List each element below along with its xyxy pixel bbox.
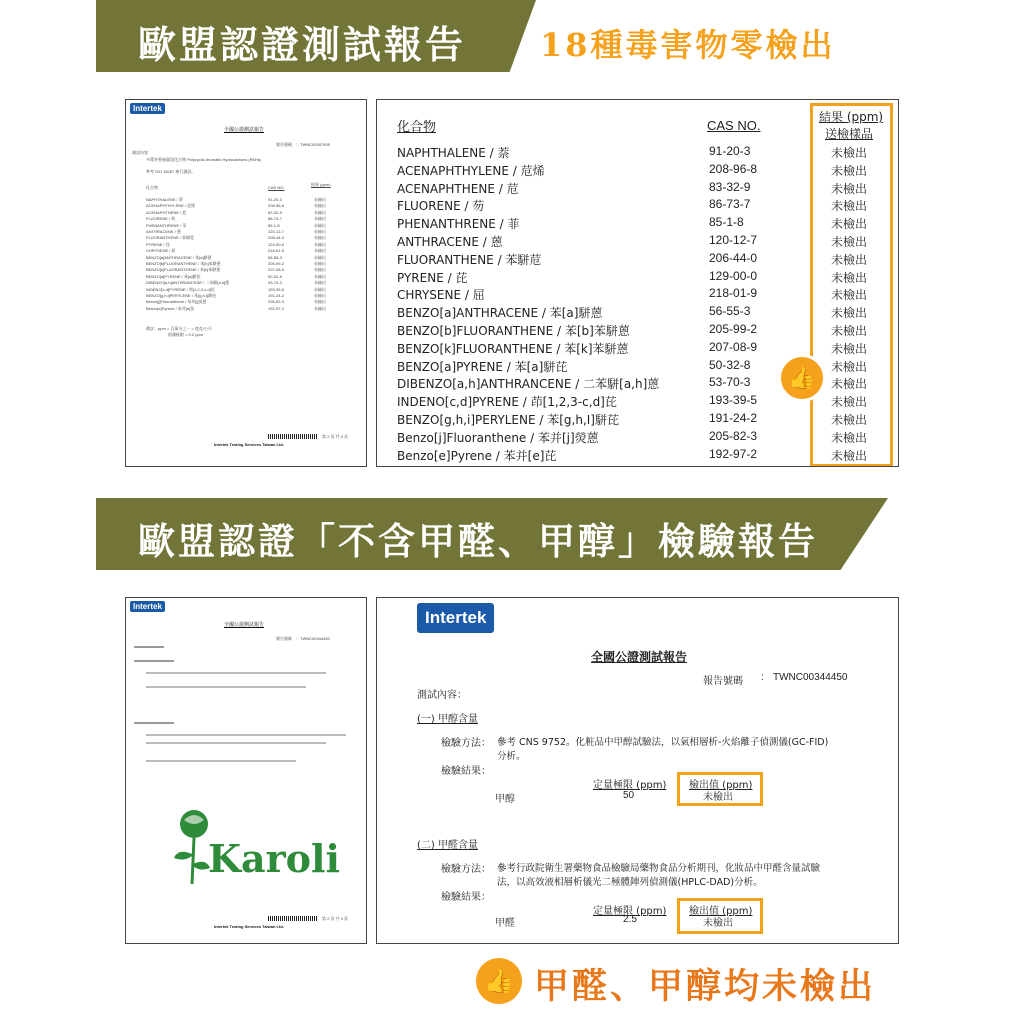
mini-compound-name: BENZO[k]FLUORANTHENE / 苯[k]苯駢蒽 — [146, 267, 221, 273]
mini-compound-name: BENZO[b]FLUORANTHENE / 苯[b]苯駢蒽 — [146, 261, 221, 266]
cas-number: 53-70-3 — [709, 375, 751, 390]
col-result: 結果 (ppm) — [311, 182, 331, 187]
compound-name: ACENAPHTHYLENE / 苊烯 — [397, 163, 545, 178]
intertek-logo: Intertek — [130, 601, 165, 612]
compound-name: BENZO[a]PYRENE / 苯[a]駢芘 — [397, 359, 568, 374]
compound-name: BENZO[k]FLUORANTHENE / 苯[k]苯駢蒽 — [397, 341, 629, 356]
mini-result-value: 未檢出 — [314, 241, 326, 247]
cas-number: 83-32-9 — [709, 179, 751, 194]
compound-name: INDENO[c,d]PYRENE / 茚[1,2,3-c,d]芘 — [397, 395, 617, 410]
mini-result-value: 未檢出 — [314, 293, 326, 298]
mini-result-value: 未檢出 — [314, 273, 326, 279]
result-value: 未檢出 — [831, 235, 868, 249]
col-compound-header: 化合物 — [397, 120, 437, 135]
doc-title: 全國公證測試報告 — [591, 650, 688, 664]
text-placeholder — [134, 722, 174, 724]
formaldehyde-col-limit: 定量極限 (ppm) — [593, 906, 667, 917]
mini-result-value: 未檢出 — [314, 267, 326, 273]
cas-number: 129-00-0 — [709, 268, 758, 283]
barcode — [268, 434, 318, 439]
report-thumbnail-formaldehyde — [125, 597, 367, 944]
doc-note: 偵測極限 = 0.2 ppm — [168, 332, 204, 337]
methanol-highlight — [677, 772, 763, 806]
compound-name: Benzo[e]Pyrene / 苯并[e]芘 — [397, 448, 557, 463]
cas-number: 191-24-2 — [709, 411, 758, 425]
col-compound: 化合物 — [146, 185, 158, 190]
cas-number: 218-01-9 — [709, 286, 758, 301]
cas-number: 192-97-2 — [709, 446, 758, 461]
compound-name: BENZO[g,h,i]PERYLENE / 苯[g,h,I]駢芘 — [397, 413, 619, 427]
mini-cas-number: 56-55-3 — [268, 254, 282, 260]
col-result-header: 結果 (ppm) — [819, 110, 884, 124]
report-number: TWNC00344450 — [773, 672, 848, 683]
formaldehyde-highlight — [677, 898, 763, 934]
mini-cas-number: 218-01-9 — [268, 248, 285, 254]
compound-name: NAPHTHALENE / 萘 — [397, 146, 510, 160]
mini-compound-name: FLUORANTHENE / 苯駢苊 — [146, 235, 195, 241]
mini-cas-number: 85-1-8 — [268, 222, 280, 228]
result-value: 未檢出 — [831, 306, 868, 321]
report-thumbnail-pah — [125, 99, 367, 467]
mini-cas-number: 53-70-3 — [268, 280, 282, 286]
mini-compound-name: DIBENZO[a,h]ANTHRANCENE / 二苯駢[a,h]蒽 — [146, 280, 230, 286]
text-placeholder — [146, 742, 326, 744]
mini-cas-number: 86-73-7 — [268, 216, 282, 222]
mini-result-value: 未檢出 — [314, 197, 326, 202]
compound-name: Benzo[j]Fluoranthene / 苯并[j]熒蒽 — [397, 430, 599, 445]
result-value: 未檢出 — [831, 377, 868, 392]
mini-cas-number: 205-82-3 — [268, 299, 285, 305]
mini-compound-name: Benzo[e]Pyrene / 苯并[e]芘 — [146, 305, 195, 311]
mini-cas-number: 50-32-8 — [268, 273, 282, 279]
formaldehyde-section-title: (二) 甲醛含量 — [417, 840, 478, 851]
result-value: 未檢出 — [831, 324, 868, 338]
result-value: 未檢出 — [831, 270, 868, 285]
cas-number: 56-55-3 — [709, 304, 751, 319]
doc-title: 全國公證測試報告 — [224, 127, 265, 133]
mini-cas-number: 193-39-5 — [268, 286, 285, 292]
methanol-section-title: (一) 甲醇含量 — [417, 714, 478, 725]
cas-number: 85-1-8 — [709, 215, 744, 230]
text-placeholder — [146, 672, 326, 674]
mini-result-value: 未檢出 — [314, 254, 326, 260]
methanol-col-limit: 定量極限 (ppm) — [593, 780, 667, 791]
formaldehyde-limit: 2.5 — [623, 914, 637, 925]
mini-result-value: 未檢出 — [314, 299, 326, 305]
mini-compound-name: ACENAPHTHYLENE / 苊烯 — [146, 203, 196, 209]
mini-cas-number: 192-97-2 — [268, 305, 285, 311]
mini-result-value: 未檢出 — [314, 229, 326, 234]
compound-name: FLUORANTHENE / 苯駢苊 — [397, 252, 542, 267]
mini-compound-name: NAPHTHALENE / 萘 — [146, 197, 183, 202]
report-sep: : — [761, 672, 764, 683]
mini-cas-number: 91-20-3 — [268, 197, 282, 202]
page-number: 第 2 頁 共 4 頁 — [322, 434, 349, 439]
doc-line: 測試內容： — [132, 150, 152, 155]
footer-conclusion: 甲醛、甲醇均未檢出 — [534, 966, 877, 1007]
compound-name: BENZO[a]ANTHRACENE / 苯[a]駢蒽 — [397, 306, 603, 321]
mini-result-value: 未檢出 — [314, 222, 326, 228]
mini-cas-number: 120-12-7 — [268, 229, 285, 234]
mini-compound-name: PYRENE / 芘 — [146, 241, 170, 247]
mini-result-value: 未檢出 — [314, 261, 326, 266]
intertek-logo: Intertek — [417, 603, 494, 633]
cas-number: 208-96-8 — [709, 161, 758, 176]
report-number: 報告號碼 ：TWNC00347905 — [276, 142, 330, 147]
section2-banner-title: 歐盟認證「不含甲醛、甲醇」檢驗報告 — [138, 519, 818, 563]
mini-result-value: 未檢出 — [314, 286, 326, 292]
compound-name: PHENANTHRENE / 菲 — [397, 217, 520, 232]
text-placeholder — [146, 760, 296, 762]
barcode — [268, 916, 318, 921]
formaldehyde-value: 未檢出 — [703, 918, 733, 929]
intertek-logo: Intertek — [130, 103, 165, 114]
doc-note: 備註：ppm = 百萬分之一 = 毫克/公斤 — [146, 326, 213, 331]
section1-subtitle: 18種毒害物零檢出 — [540, 26, 836, 64]
footer-company: Intertek Testing Services Taiwan Ltd. — [214, 924, 284, 929]
formaldehyde-result-label: 檢驗結果： — [441, 892, 491, 903]
mini-result-value: 未檢出 — [314, 235, 326, 241]
formaldehyde-method-label: 檢驗方法： — [441, 864, 491, 875]
result-value: 未檢出 — [831, 430, 868, 445]
methanol-result-label: 檢驗結果： — [441, 766, 491, 777]
cas-number: 120-12-7 — [709, 233, 758, 247]
text-placeholder — [134, 646, 164, 648]
formaldehyde-item: 甲醛 — [495, 918, 515, 929]
col-cas: CAS NO. — [268, 185, 285, 190]
mini-cas-number: 205-99-2 — [268, 261, 285, 266]
mini-cas-number: 83-32-9 — [268, 209, 282, 215]
cas-number: 193-39-5 — [709, 393, 758, 408]
mini-result-value: 未檢出 — [314, 203, 326, 209]
methanol-value: 未檢出 — [703, 792, 733, 803]
formaldehyde-method-text: 參考行政院衛生署藥物食品檢驗局藥物食品分析期刊，化妝品中甲醛含量試驗 — [497, 863, 821, 874]
result-value: 未檢出 — [831, 448, 868, 463]
section1-banner-title: 歐盟認證測試報告 — [138, 22, 467, 67]
cas-number: 207-08-9 — [709, 339, 758, 354]
col-sample-header: 送檢樣品 — [825, 127, 874, 141]
mini-compound-name: Benzo[j]Fluoranthene / 苯并[j]熒蒽 — [146, 299, 207, 305]
formaldehyde-methanol-report — [376, 597, 899, 944]
cas-number: 91-20-3 — [709, 144, 751, 158]
results-highlight — [810, 103, 893, 467]
mini-cas-number: 208-96-8 — [268, 203, 285, 209]
methanol-col-value: 檢出值 (ppm) — [689, 780, 753, 791]
col-cas-header: CAS NO. — [707, 118, 761, 133]
text-placeholder — [134, 660, 174, 662]
formaldehyde-method-text: 法，以高效液相層析儀光二極體陣列偵測儀(HPLC-DAD)分析。 — [497, 877, 763, 888]
report-number: 報告號碼 ：TWNC00344450 — [276, 636, 330, 641]
mini-cas-number: 129-00-0 — [268, 241, 285, 247]
cas-number: 205-99-2 — [709, 322, 758, 336]
mini-cas-number: 206-44-0 — [268, 235, 285, 241]
mini-compound-name: BENZO[g,h,i]PERYLENE / 苯[g,h,I]駢芘 — [146, 293, 217, 298]
result-value: 未檢出 — [831, 252, 868, 267]
methanol-limit: 50 — [623, 790, 635, 801]
mini-compound-name: PHENANTHRENE / 菲 — [146, 222, 187, 228]
cas-number: 205-82-3 — [709, 428, 758, 443]
page-number: 第 2 頁 共 4 頁 — [322, 916, 349, 921]
result-value: 未檢出 — [831, 288, 868, 303]
mini-cas-number: 191-24-2 — [268, 293, 285, 298]
mini-compound-name: ACENAPHTHENE / 苊 — [146, 209, 187, 215]
compound-name: FLUORENE / 芴 — [397, 199, 485, 214]
cas-number: 86-73-7 — [709, 197, 751, 212]
result-value: 未檢出 — [831, 395, 868, 410]
result-value: 未檢出 — [831, 146, 868, 160]
pah-results-table — [376, 99, 899, 467]
formaldehyde-col-value: 檢出值 (ppm) — [689, 906, 753, 917]
result-value: 未檢出 — [831, 181, 868, 196]
cas-number: 206-44-0 — [709, 250, 758, 265]
thumbs-up-icon: 👍 — [476, 958, 522, 1004]
mini-compound-name: BENZO[a]ANTHRACENE / 苯[a]駢蒽 — [146, 254, 212, 260]
brand-name: Karoli — [208, 836, 340, 881]
compound-name: ANTHRACENE / 蒽 — [397, 235, 503, 249]
methanol-item: 甲醇 — [495, 794, 515, 805]
result-value: 未檢出 — [831, 359, 868, 374]
thumbs-up-icon: 👍 — [778, 354, 826, 402]
mini-compound-name: INDENO[c,d]PYRENE / 茚[1,2,3-c,d]芘 — [146, 286, 215, 292]
footer-company: Intertek Testing Services Taiwan Ltd. — [214, 442, 284, 447]
methanol-method-label: 檢驗方法： — [441, 738, 491, 749]
test-content-label: 測試內容： — [417, 690, 467, 701]
text-placeholder — [146, 734, 346, 736]
result-value: 未檢出 — [831, 341, 868, 356]
mini-compound-name: FLUORENE / 芴 — [146, 216, 176, 222]
cas-number: 50-32-8 — [709, 357, 751, 372]
compound-name: BENZO[b]FLUORANTHENE / 苯[b]苯駢蒽 — [397, 324, 630, 338]
compound-name: PYRENE / 芘 — [397, 270, 468, 285]
mini-result-value: 未檢出 — [314, 280, 326, 286]
mini-cas-number: 207-08-9 — [268, 267, 285, 273]
doc-line: 多環芳香族碳氫化合物 Polycyclic Aromatic Hydrocarbons (PAHs) — [146, 157, 262, 162]
compound-name: ACENAPHTHENE / 苊 — [397, 181, 519, 196]
result-value: 未檢出 — [831, 163, 868, 178]
mini-compound-name: ANTHRACENE / 蒽 — [146, 229, 181, 234]
mini-result-value: 未檢出 — [314, 216, 326, 222]
methanol-method-text: 參考 CNS 9752。化粧品中甲醇試驗法，以氣相層析-火焰離子偵測儀(GC-FID) — [497, 737, 829, 748]
mini-result-value: 未檢出 — [314, 305, 326, 311]
doc-line: 參考 ISO 18287 進行測試。 — [146, 169, 196, 174]
mini-result-value: 未檢出 — [314, 209, 326, 215]
mini-compound-name: CHRYSENE / 屈 — [146, 248, 176, 254]
text-placeholder — [146, 686, 306, 688]
compound-name: CHRYSENE / 屈 — [397, 288, 485, 303]
mini-compound-name: BENZO[a]PYRENE / 苯[a]駢芘 — [146, 273, 201, 279]
report-label: 報告號碼 — [703, 676, 743, 687]
result-value: 未檢出 — [831, 217, 868, 232]
compound-name: DIBENZO[a,h]ANTHRANCENE / 二苯駢[a,h]蒽 — [397, 377, 660, 392]
doc-title: 全國公證測試報告 — [224, 622, 265, 628]
methanol-method-text: 分析。 — [497, 751, 526, 762]
mini-result-value: 未檢出 — [314, 248, 326, 254]
result-value: 未檢出 — [831, 413, 868, 427]
result-value: 未檢出 — [831, 199, 868, 214]
